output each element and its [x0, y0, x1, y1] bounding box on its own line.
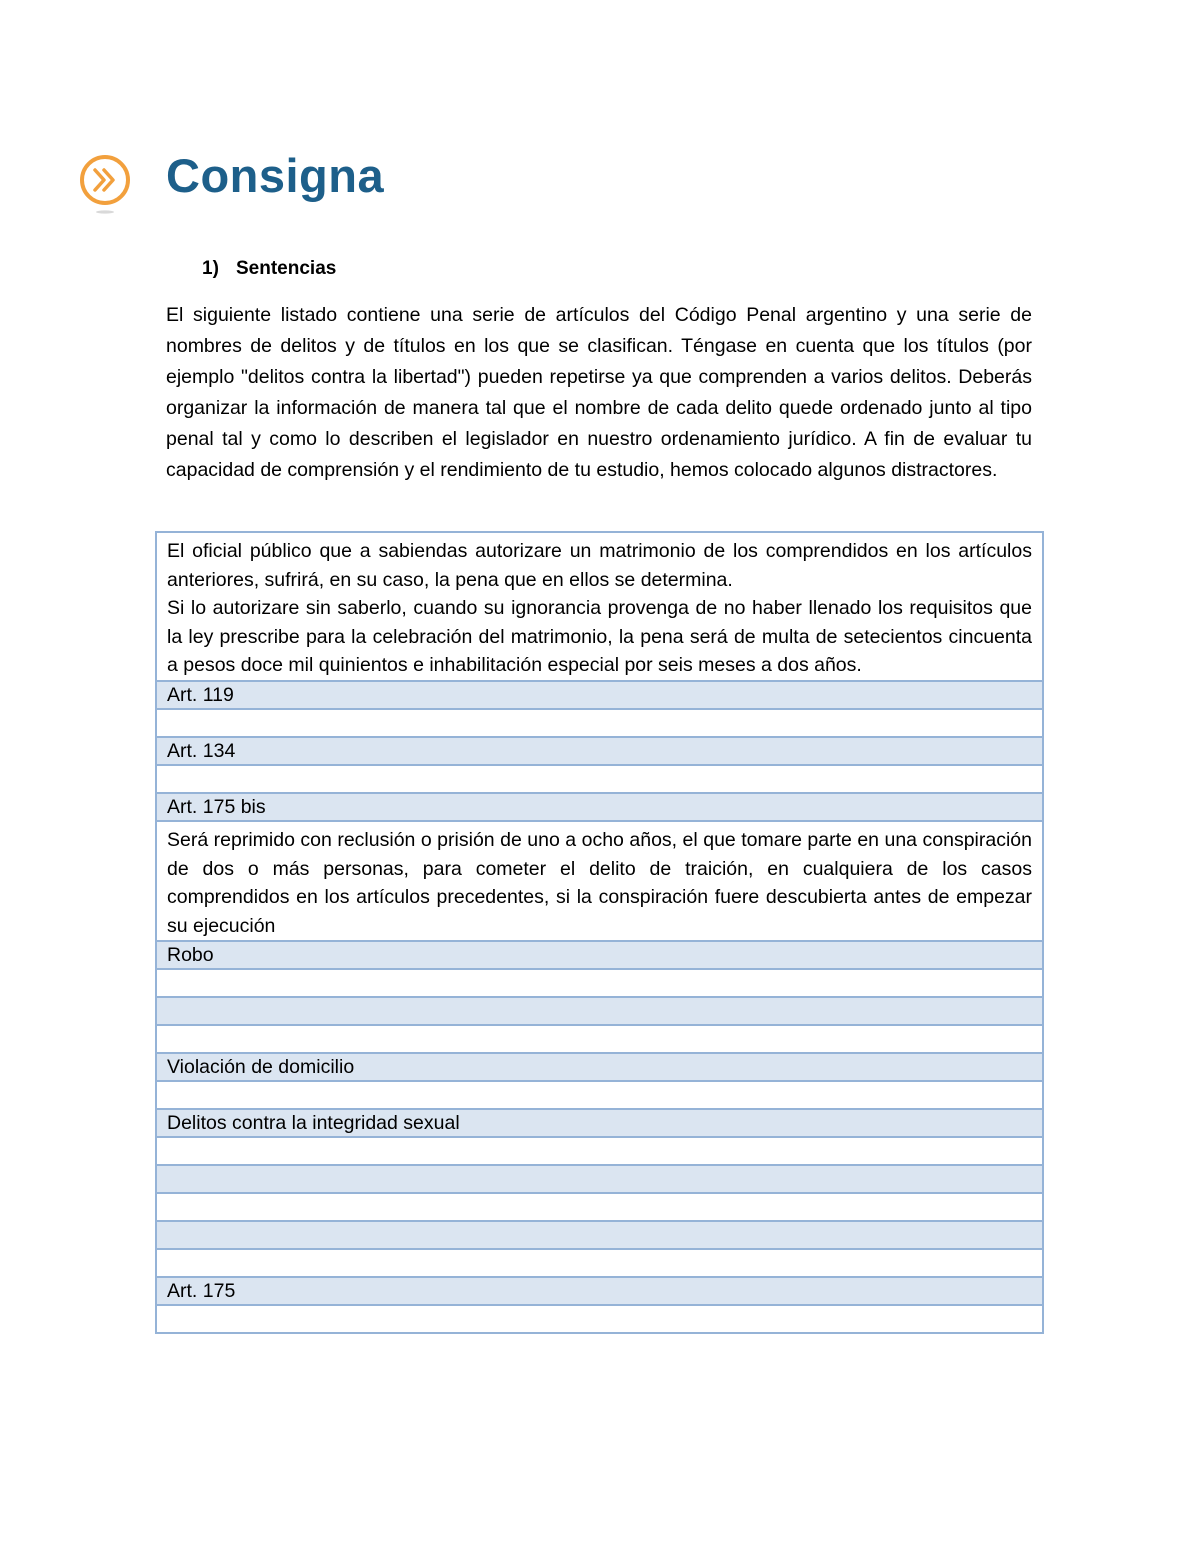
article-text: El oficial público que a sabiendas autorizare un matrimonio de los comprendidos en los artículos anteriores, sufrirá, en su caso, la pena que en ellos se determina.	[167, 540, 1032, 591]
table-cell[interactable]: Art. 119	[156, 681, 1043, 709]
table-cell[interactable]	[156, 997, 1043, 1025]
table-cell[interactable]	[156, 532, 1043, 681]
table-cell[interactable]	[156, 1221, 1043, 1249]
table-cell[interactable]	[156, 1249, 1043, 1277]
table-row	[156, 997, 1043, 1025]
table-row	[156, 941, 1043, 969]
section-title: Sentencias	[236, 258, 337, 279]
table-row	[156, 1249, 1043, 1277]
table-cell[interactable]: Delitos contra la integridad sexual	[156, 1109, 1043, 1137]
table-cell[interactable]	[156, 1305, 1043, 1333]
table-row	[156, 1137, 1043, 1165]
table-cell[interactable]	[156, 1137, 1043, 1165]
table-cell[interactable]	[156, 1081, 1043, 1109]
table-row	[156, 793, 1043, 821]
table-row	[156, 1305, 1043, 1333]
page-title: Consigna	[166, 149, 385, 202]
table-cell[interactable]	[156, 1025, 1043, 1053]
table-row	[156, 1081, 1043, 1109]
double-chevron-right-icon	[78, 152, 134, 216]
table-cell[interactable]: Art. 134	[156, 737, 1043, 765]
table-cell[interactable]	[156, 709, 1043, 737]
table-row	[156, 681, 1043, 709]
table-row	[156, 1277, 1043, 1305]
table-row	[156, 709, 1043, 737]
table-cell[interactable]	[156, 765, 1043, 793]
table-row	[156, 1193, 1043, 1221]
table-row	[156, 1221, 1043, 1249]
table-cell[interactable]	[156, 969, 1043, 997]
table-row	[156, 1109, 1043, 1137]
section-heading	[202, 256, 336, 282]
table-row	[156, 737, 1043, 765]
table-row	[156, 532, 1043, 681]
intro-paragraph: El siguiente listado contiene una serie de artículos del Código Penal argentino y una serie de nombres de delitos y de títulos en los que se clasifican. Téngase en cuenta que los títulos (por ejemplo "delitos contra la libertad") pueden repetirse ya que comprenden a varios delitos. Deberás organizar la información de manera tal que el nombre de cada delito quede ordenado junto al tipo penal tal y como lo describen el legislador en nuestro ordenamiento jurídico. A fin de evaluar tu capacidad de comprensión y el rendimiento de tu estudio, hemos colocado algunos distractores.	[166, 304, 1032, 481]
table-cell[interactable]: Art. 175	[156, 1277, 1043, 1305]
table-cell[interactable]	[156, 1193, 1043, 1221]
table-cell[interactable]: Art. 175 bis	[156, 793, 1043, 821]
table-row	[156, 1053, 1043, 1081]
article-text: Si lo autorizare sin saberlo, cuando su ignorancia provenga de no haber llenado los requisitos que la ley prescribe para la celebración del matrimonio, la pena será de multa de setecientos cincuenta a pesos doce mil quinientos e inhabilitación especial por seis meses a dos años.	[167, 597, 1032, 677]
article-text: Será reprimido con reclusión o prisión de uno a ocho años, el que tomare parte en una conspiración de dos o más personas, para cometer el delito de traición, en cualquiera de los casos comprendidos en los artículos precedentes, si la conspiración fuere descubierta antes de empezar su ejecución	[167, 828, 1032, 937]
articles-table	[155, 531, 1044, 1334]
table-row	[156, 1025, 1043, 1053]
table-cell[interactable]	[156, 1165, 1043, 1193]
section-number: 1)	[202, 258, 219, 279]
table-cell[interactable]: Robo	[156, 941, 1043, 969]
table-row	[156, 1165, 1043, 1193]
table-row	[156, 821, 1043, 941]
table-cell[interactable]: Violación de domicilio	[156, 1053, 1043, 1081]
table-row	[156, 765, 1043, 793]
table-row	[156, 969, 1043, 997]
table-cell[interactable]	[156, 821, 1043, 941]
